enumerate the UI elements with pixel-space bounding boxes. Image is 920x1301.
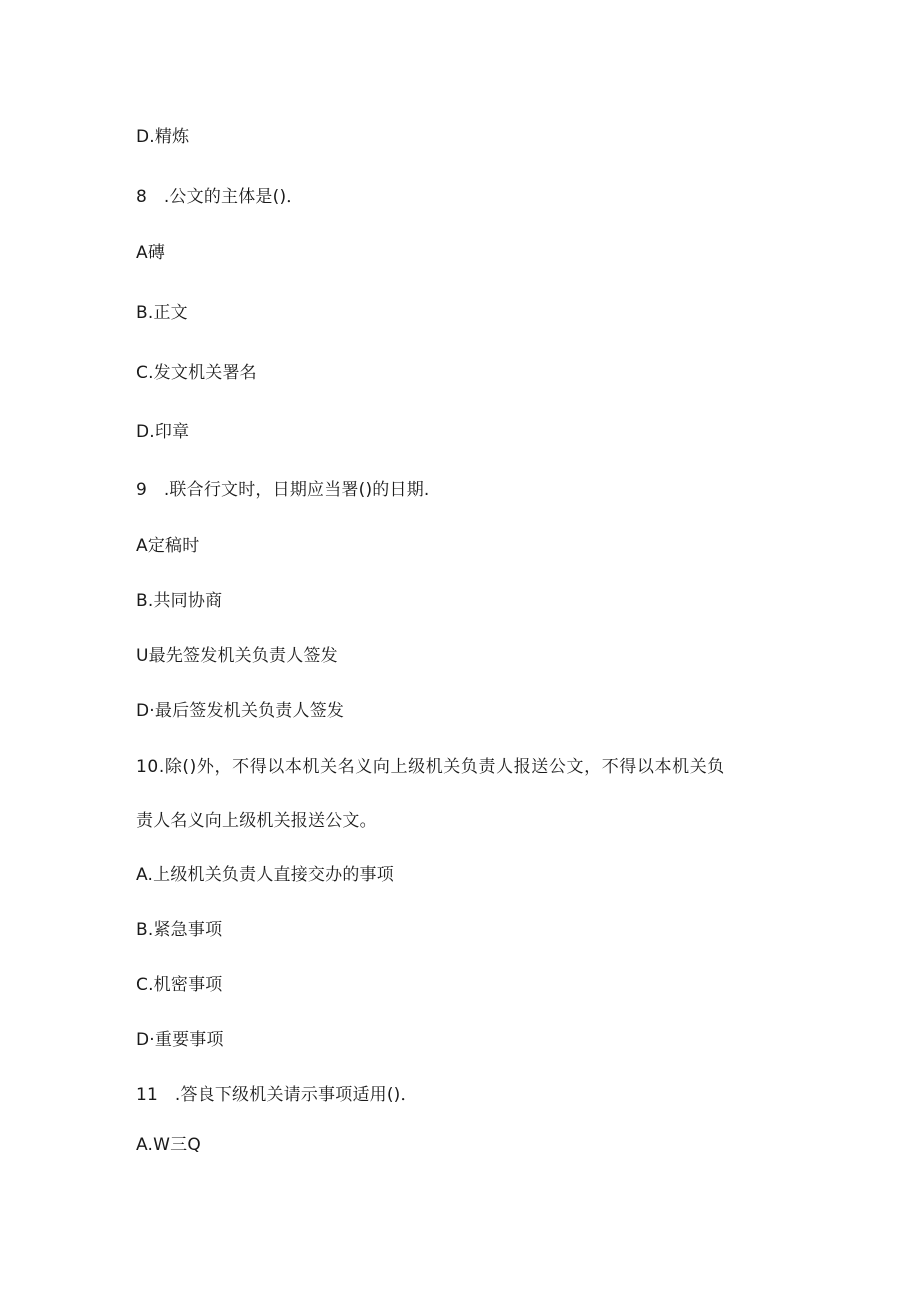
option-9d: D·最后签发机关负责人签发 bbox=[136, 701, 345, 721]
option-9b: B.共同协商 bbox=[136, 591, 223, 611]
option-8a: A磚 bbox=[136, 243, 166, 263]
question-9: 9 .联合行文时，日期应当署()的日期. bbox=[136, 480, 430, 500]
option-9c: U最先签发机关负责人签发 bbox=[136, 646, 338, 666]
question-11: 11 .答良下级机关请示事项适用()． bbox=[136, 1085, 418, 1105]
option-8c: C.发文机关署名 bbox=[136, 363, 257, 383]
option-7d: D.精炼 bbox=[136, 127, 190, 147]
option-9a: A定稿时 bbox=[136, 536, 200, 556]
option-10c: C.机密事项 bbox=[136, 975, 223, 995]
option-10d: D·重要事项 bbox=[136, 1030, 224, 1050]
option-11a: A.W三Q bbox=[136, 1135, 201, 1155]
question-10-continued: 责人名义向上级机关报送公文。 bbox=[136, 811, 377, 831]
option-8b: B.正文 bbox=[136, 303, 188, 323]
question-10: 10.除()外，不得以本机关名义向上级机关负责人报送公文，不得以本机关负 bbox=[136, 757, 725, 777]
question-8: 8 .公文的主体是()． bbox=[136, 187, 304, 207]
option-10b: B.紧急事项 bbox=[136, 920, 223, 940]
option-10a: A.上级机关负责人直接交办的事项 bbox=[136, 865, 394, 885]
option-8d: D.印章 bbox=[136, 422, 190, 442]
